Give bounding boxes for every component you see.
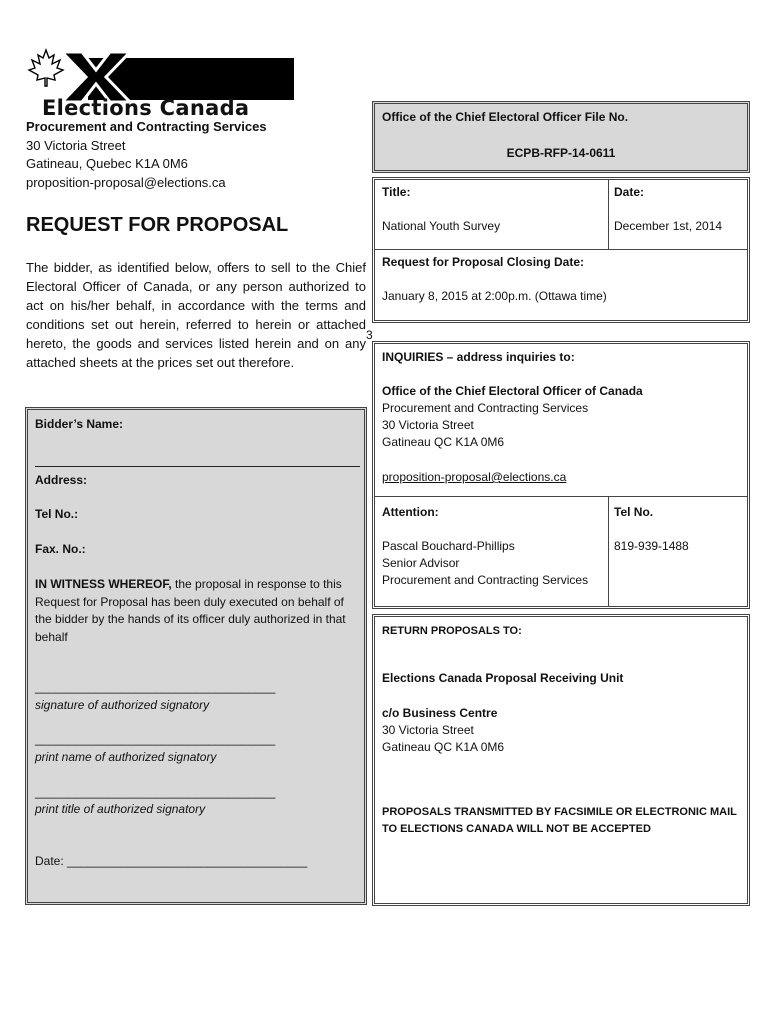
inquiries-email-link[interactable]: proposition-proposal@elections.ca xyxy=(382,470,567,484)
file-number-label: Office of the Chief Electoral Officer File No. xyxy=(382,110,629,124)
date-label: Date: xyxy=(614,185,645,199)
return-label: RETURN PROPOSALS TO: xyxy=(382,625,522,637)
return-box xyxy=(372,614,750,906)
title-date-divider xyxy=(608,180,609,249)
print-name-label: print name of authorized signatory xyxy=(35,750,217,764)
closing-date-value: January 8, 2015 at 2:00p.m. (Ottawa time) xyxy=(382,289,607,303)
return-co: c/o Business Centre xyxy=(382,706,498,720)
sender-street: 30 Victoria Street xyxy=(26,137,126,153)
signature-blank: ____________________________________ xyxy=(35,680,276,694)
attention-label: Attention: xyxy=(382,505,439,519)
date-line: Date: ____________________________________ xyxy=(35,854,308,868)
return-street: 30 Victoria Street xyxy=(382,723,474,737)
title-box xyxy=(372,177,750,323)
intro-paragraph: The bidder, as identified below, offers to sell to the Chief Electoral Officer of Canada, or any person authorized to act on his/her behalf, in accordance with the terms and conditions set out herein, referred to herein or attached hereto, the goods and services listed herein and on any attached sheets at the prices set out therefore. xyxy=(26,260,366,370)
witness-bold: IN WITNESS WHEREOF, xyxy=(35,577,172,591)
inquiries-street: 30 Victoria Street xyxy=(382,418,474,432)
signature-label: signature of authorized signatory xyxy=(35,698,210,712)
sender-city: Gatineau, Quebec K1A 0M6 xyxy=(26,156,188,171)
date-value: December 1st, 2014 xyxy=(614,219,723,233)
page-title: REQUEST FOR PROPOSAL xyxy=(26,214,289,236)
inquiries-divider xyxy=(375,496,747,497)
title-closing-divider xyxy=(375,249,747,250)
elections-canada-logo xyxy=(26,48,270,122)
title-label: Title: xyxy=(382,185,411,199)
tel-no-label: Tel No. xyxy=(614,505,654,519)
address-label: Address: xyxy=(35,473,88,487)
tel-label: Tel No.: xyxy=(35,507,79,521)
title-value: National Youth Survey xyxy=(382,219,501,233)
logo-x-mark xyxy=(56,52,136,102)
tel-no-value: 819-939-1488 xyxy=(614,539,689,553)
print-title-blank: ____________________________________ xyxy=(35,785,276,799)
file-number-box xyxy=(372,101,750,173)
inquiries-office: Office of the Chief Electoral Officer of Canada xyxy=(382,384,643,398)
inquiries-dept: Procurement and Contracting Services xyxy=(382,401,589,415)
return-city: Gatineau QC K1A 0M6 xyxy=(382,740,505,754)
contact-dept: Procurement and Contracting Services xyxy=(382,573,589,587)
return-notice: PROPOSALS TRANSMITTED BY FACSIMILE OR ELECTRONIC MAIL TO ELECTIONS CANADA WILL NOT BE ACCEPTED xyxy=(382,806,737,835)
print-title-label: print title of authorized signatory xyxy=(35,802,206,816)
page-mark: 3 xyxy=(366,328,373,342)
bidder-name-line xyxy=(35,466,360,467)
inquiries-city: Gatineau QC K1A 0M6 xyxy=(382,435,505,449)
bidder-box xyxy=(25,407,367,905)
witness-paragraph xyxy=(35,576,361,646)
bidder-name-label: Bidder’s Name: xyxy=(35,417,124,431)
contact-role: Senior Advisor xyxy=(382,556,460,570)
return-unit: Elections Canada Proposal Receiving Unit xyxy=(382,671,624,685)
print-name-blank: ____________________________________ xyxy=(35,732,276,746)
logo-wordmark: Elections Canada xyxy=(42,96,250,120)
inquiries-box xyxy=(372,341,750,609)
sender-address xyxy=(26,118,267,192)
sender-dept: Procurement and Contracting Services xyxy=(26,119,267,134)
sender-email: proposition-proposal@elections.ca xyxy=(26,174,226,190)
inquiries-label: INQUIRIES – address inquiries to: xyxy=(382,350,575,364)
attention-tel-divider xyxy=(608,496,609,606)
closing-date-label: Request for Proposal Closing Date: xyxy=(382,255,585,269)
fax-label: Fax. No.: xyxy=(35,542,86,556)
file-number-value: ECPB-RFP-14-0611 xyxy=(506,146,616,160)
contact-name: Pascal Bouchard-Phillips xyxy=(382,539,515,553)
witness-text: the proposal in response to this Request for Proposal has been duly executed on behalf of the bidder by the hands of its officer duly authorized in that behalf xyxy=(35,577,346,644)
